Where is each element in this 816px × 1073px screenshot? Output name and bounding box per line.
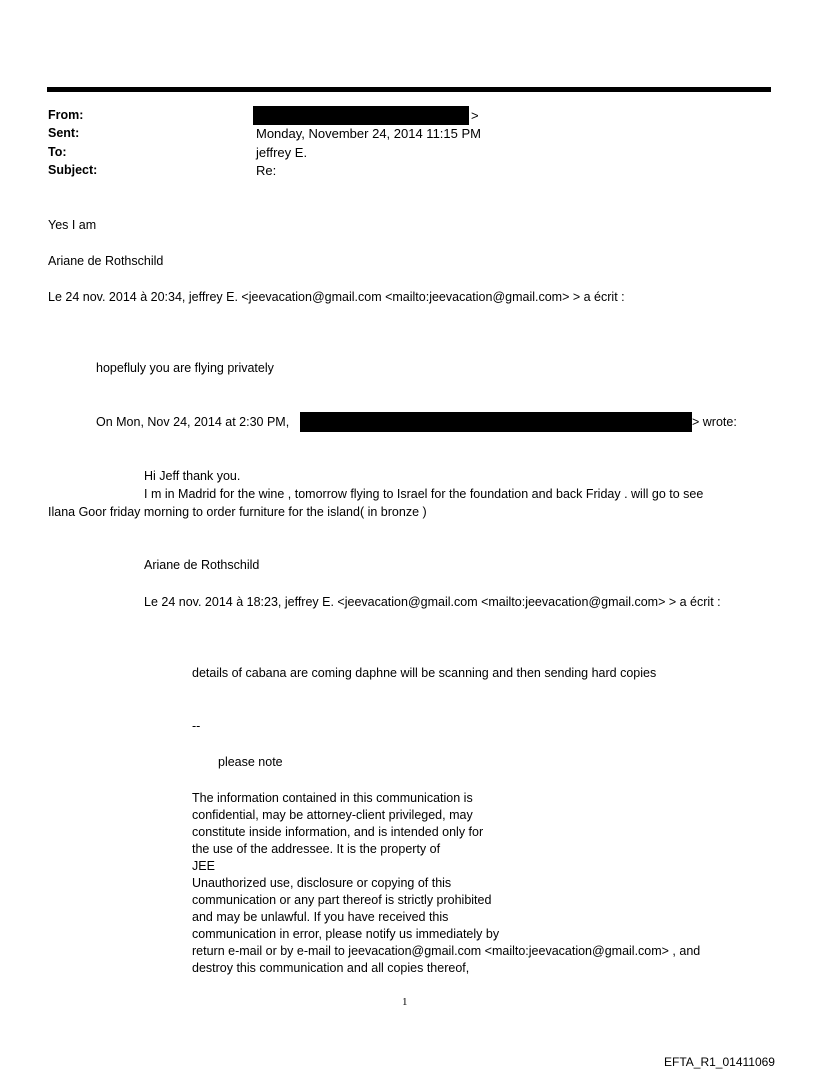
to-value: jeffrey E. — [256, 145, 308, 160]
message-3-line1: Hi Jeff thank you. — [144, 469, 241, 483]
message-4: details of cabana are coming daphne will be scanning and then sending hard copies — [192, 666, 657, 680]
quote-header-3: Le 24 nov. 2014 à 18:23, jeffrey E. <jeevacation@gmail.com <mailto:jeevacation@gmail.com> > a écrit : — [144, 595, 721, 609]
sent-value: Monday, November 24, 2014 11:15 PM — [256, 126, 481, 141]
please-note: please note — [218, 755, 283, 769]
disclaimer: The information contained in this communication is confidential, may be attorney-client privileged, may constitute inside information, and is intended only for the use of the addressee. It is the property of JEE Unauthorized use, disclosure or copying of this communication or any part thereof is strictly prohibited and may be unlawful. If you have received this communication in error, please notify us immediately by return e-mail or by e-mail to jeevacation@gmail.com <mailto:jeevacation@gmail.com> , and destroy this communication and all copies thereof, — [192, 791, 701, 975]
signature-2: Ariane de Rothschild — [144, 558, 260, 572]
message-2: hopefluly you are flying privately — [96, 361, 274, 375]
from-suffix: > — [471, 108, 479, 123]
sig-separator: -- — [192, 719, 201, 733]
sent-label: Sent: — [48, 126, 80, 140]
document-id: EFTA_R1_01411069 — [664, 1055, 775, 1069]
redacted-sender-2 — [300, 412, 692, 432]
subject-value: Re: — [256, 163, 277, 178]
quote-header-2-suffix: > wrote: — [692, 415, 737, 429]
message-3-line3: Ilana Goor friday morning to order furniture for the island( in bronze ) — [48, 505, 427, 519]
to-label: To: — [48, 145, 67, 159]
header-rule — [47, 87, 771, 92]
signature-1: Ariane de Rothschild — [48, 254, 164, 268]
message-3-line2: I m in Madrid for the wine , tomorrow flying to Israel for the foundation and back Friday . will go to see — [144, 487, 704, 501]
subject-label: Subject: — [48, 163, 98, 177]
reply-text: Yes I am — [48, 218, 97, 232]
quote-header-2-prefix: On Mon, Nov 24, 2014 at 2:30 PM, — [96, 415, 290, 429]
quote-header-1: Le 24 nov. 2014 à 20:34, jeffrey E. <jeevacation@gmail.com <mailto:jeevacation@gmail.com> > a écrit : — [48, 290, 625, 304]
from-label: From: — [48, 108, 84, 122]
redacted-sender — [253, 106, 469, 125]
page-number: 1 — [402, 996, 408, 1008]
